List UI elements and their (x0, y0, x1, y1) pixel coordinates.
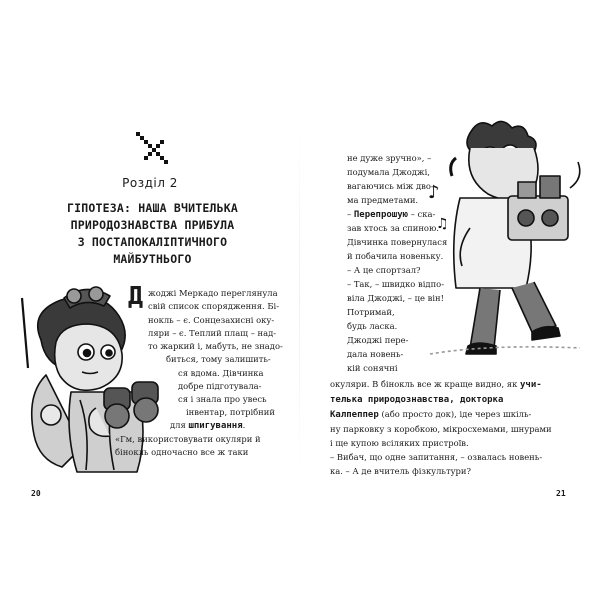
paragraph-line: і ще купою всіляких пристроїв. (330, 438, 469, 448)
text-run: – ска- (408, 209, 436, 219)
paragraph-line: ся і знала про увесь (178, 394, 267, 404)
heading-line: ГІПОТЕЗА: НАША ВЧИТЕЛЬКА (67, 201, 238, 215)
paragraph-line: Джоджі пере- (347, 335, 409, 345)
heading-line: ПРИРОДОЗНАВСТВА ПРИБУЛА (70, 218, 235, 232)
emphasis-word: учи- (519, 380, 542, 390)
paragraph-line: жоджі Меркадо переглянула (148, 288, 278, 298)
paragraph-line: – Так, – швидко відпо- (347, 279, 445, 289)
paragraph-line: добре підготувала- (178, 381, 262, 391)
paragraph-line: – Вибач, що одне запитання, – озвалась новень- (330, 452, 543, 462)
book-gutter (299, 120, 300, 480)
heading-line: МАЙБУТНЬОГО (113, 252, 192, 266)
drop-cap: Д (128, 281, 144, 310)
interjection-word: Перепрошую (353, 210, 409, 220)
text-run: окуляри. В бінокль все ж краще видно, як (330, 379, 520, 389)
paragraph-line: подумала Джоджі, (347, 167, 430, 177)
svg-text:♫: ♫ (436, 216, 449, 232)
paragraph-line (330, 378, 542, 391)
paragraph-line: свій список спорядження. Бі- (148, 301, 280, 311)
page-number-left: 20 (31, 489, 41, 498)
paragraph-line: бінокль одночасно все ж таки (115, 447, 249, 457)
girl-with-binoculars-illustration (16, 280, 166, 490)
paragraph-line: – А це спортзал? (347, 265, 421, 275)
paragraph-line: Дівчинка повернулася (347, 237, 448, 247)
text-run: для (170, 420, 189, 430)
paragraph-line: кій сонячні (347, 363, 398, 373)
paragraph-line: будь ласка. (347, 321, 398, 331)
emphasis-word: Калпеппер (330, 410, 379, 420)
paragraph-line: віла Джоджі, – це він! (347, 293, 444, 303)
paragraph-line: вагаючись між дво- (347, 181, 434, 191)
paragraph-line: інвентар, потрібний (186, 407, 275, 417)
paragraph-line: ну парковку з коробкою, мікросхемами, шнурами (330, 424, 552, 434)
paragraph-line: ляри – є. Теплий плащ – над- (148, 328, 277, 338)
paragraph-line: й побачила новеньку. (347, 251, 444, 261)
paragraph-line: «Гм, використовувати окуляри й (115, 434, 261, 444)
paragraph-line: ка. – А де вчитель фізкультури? (330, 466, 471, 476)
text-run: – (347, 209, 354, 219)
pixel-sword-icon (130, 126, 170, 166)
teacher-carrying-box-illustration (420, 118, 590, 378)
paragraph-line: Потримай, (347, 307, 395, 317)
chapter-heading (30, 200, 275, 268)
paragraph-line: нокль – є. Сонцезахисні оку- (148, 315, 275, 325)
svg-text:♪: ♪ (428, 182, 440, 203)
paragraph-line: зав хтось за спиною. (347, 223, 439, 233)
paragraph-line: биться, тому залишить- (166, 354, 271, 364)
emphasis-word: шпигування (188, 421, 243, 431)
paragraph-line: ся вдома. Дівчинка (178, 368, 264, 378)
text-run: . (242, 420, 246, 430)
paragraph-line: дала новень- (347, 349, 404, 359)
text-run: (або просто док), іде через шкіль- (378, 409, 532, 419)
paragraph-line (330, 393, 503, 406)
paragraph-line: не дуже зручно», – (347, 153, 432, 163)
paragraph-line (347, 208, 435, 221)
paragraph-line (170, 419, 245, 432)
emphasis-word: телька природознавства, докторка (330, 395, 504, 405)
paragraph-line: ма предметами. (347, 195, 419, 205)
page-number-right: 21 (556, 489, 566, 498)
heading-line: З ПОСТАПОКАЛІПТИЧНОГО (77, 235, 228, 249)
chapter-label: Розділ 2 (122, 176, 178, 190)
paragraph-line (330, 408, 531, 421)
paragraph-line: то жаркий і, мабуть, не знадо- (148, 341, 283, 351)
